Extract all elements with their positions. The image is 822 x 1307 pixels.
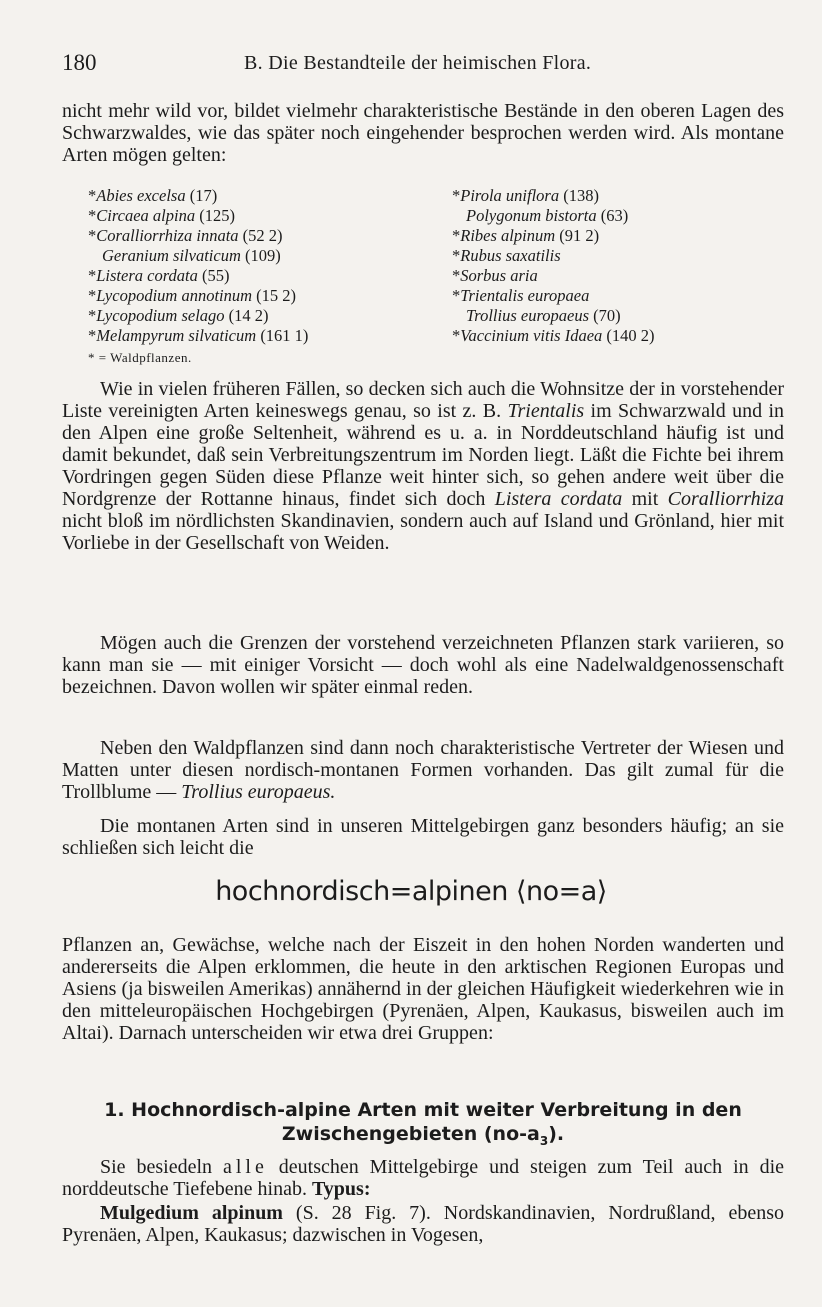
species-name: Geranium silvaticum	[102, 246, 241, 265]
species-name: Rubus saxatilis	[460, 246, 561, 265]
taxon-trollius: Trollius europaeus.	[181, 781, 336, 803]
species-entry	[452, 206, 792, 226]
species-ref: (109)	[244, 246, 281, 265]
species-name: Abies excelsa	[96, 186, 186, 205]
forest-plant-mark: *	[88, 266, 97, 285]
forest-plant-mark: *	[452, 226, 461, 245]
forest-plant-mark: *	[452, 246, 461, 265]
species-ref: (15 2)	[256, 286, 297, 305]
species-name: Trollius europaeus	[466, 306, 590, 325]
species-ref: (63)	[600, 206, 629, 225]
species-name: Melampyrum silvaticum	[96, 326, 257, 345]
species-entry	[452, 306, 792, 326]
species-name: Vaccinium vitis Idaea	[460, 326, 603, 345]
body-paragraph-5: Pflanzen an, Gewächse, welche nach der Eiszeit in den hohen Norden wanderten und andererseits die Alpen erklommen, die heute in den arktischen Regionen Europas und Asiens (ja bisweilen Amerikas) annähernd in der gleichen Häufigkeit wiederkehren wie in den mitteleuropäischen Hochgebirgen (Pyrenäen, Alpen, Kaukasus, bisweilen auch im Altai). Darnach unterscheiden wir etwa drei Gruppen:	[62, 934, 784, 1044]
species-ref: (55)	[201, 266, 230, 285]
body-paragraph-1: Wie in vielen früheren Fällen, so decken sich auch die Wohnsitze der in vorstehender Liste vereinigten Arten keineswegs genau, so ist z. B. Trientalis im Schwarzwald und in den Alpen eine große Seltenheit, während es u. a. in Norddeutschland häufig ist und damit bekundet, daß sein Verbreitungszentrum im Norden liegt. Läßt die Fichte bei ihrem Vordringen gegen Süden diese Pflanze weit hinter sich, so gehen andere weit über die Nordgrenze der Rottanne hinaus, findet sich doch Listera cordata mit Coralliorrhiza nicht bloß im nördlichsten Skandinavien, sondern auch auf Island und Grönland, hier mit Vorliebe in der Gesellschaft von Weiden.	[62, 378, 785, 554]
species-entry	[88, 206, 428, 226]
species-entry	[452, 326, 792, 346]
species-ref: (52 2)	[242, 226, 283, 245]
species-entry	[88, 326, 428, 346]
section-heading: hochnordisch=alpinen ⟨no=a⟩	[215, 876, 607, 907]
forest-plant-mark: *	[452, 186, 461, 205]
forest-plant-mark: *	[88, 226, 97, 245]
forest-plant-mark: *	[452, 266, 461, 285]
forest-plant-mark: *	[452, 326, 461, 345]
species-ref: (161 1)	[260, 326, 309, 345]
forest-plant-mark: *	[88, 306, 97, 325]
species-name: Trientalis europaea	[460, 286, 590, 305]
species-name: Polygonum bistorta	[466, 206, 597, 225]
species-name: Lycopodium selago	[96, 306, 225, 325]
forest-plant-mark: *	[88, 186, 97, 205]
page-number: 180	[62, 50, 97, 75]
species-name: Circaea alpina	[96, 206, 196, 225]
species-ref: (14 2)	[228, 306, 269, 325]
page-header	[62, 50, 782, 80]
group-heading: 1. Hochnordisch-alpine Arten mit weiter Verbreitung in den Zwischengebieten $(no-a_3)$.	[104, 1099, 742, 1148]
legend-note: * = Waldpflanzen.	[88, 350, 192, 365]
forest-plant-mark: *	[452, 286, 461, 305]
running-head: B. Die Bestandteile der heimischen Flora.	[244, 52, 592, 74]
species-entry	[452, 246, 792, 266]
species-ref: (91 2)	[559, 226, 600, 245]
body-paragraph-7: Mulgedium alpinum (S. 28 Fig. 7). Nordskandinavien, Nordrußland, ebenso Pyrenäen, Alpen, Kaukasus; dazwischen in Vogesen,	[62, 1202, 784, 1246]
species-ref: (140 2)	[606, 326, 655, 345]
body-paragraph-3: Neben den Waldpflanzen sind dann noch charakteristische Vertreter der Wiesen und Matten unter diesen nordisch-montanen Formen vorhanden. Das gilt zumal für die Trollblume — Trollius europaeus.	[62, 737, 784, 803]
species-name: Coralliorrhiza innata	[96, 226, 239, 245]
species-entry	[452, 266, 792, 286]
species-ref: (125)	[199, 206, 235, 225]
species-entry	[88, 306, 428, 326]
species-entry	[88, 226, 428, 246]
forest-plant-mark: *	[88, 286, 97, 305]
species-name: Ribes alpinum	[460, 226, 556, 245]
species-entry	[452, 226, 792, 246]
species-entry	[452, 186, 792, 206]
species-entry	[452, 286, 792, 306]
body-paragraph-2: Mögen auch die Grenzen der vorstehend verzeichneten Pflanzen stark variieren, so kann man sie — mit einiger Vorsicht — doch wohl als eine Nadelwaldgenossenschaft bezeichnen. Davon wollen wir später einmal reden.	[62, 632, 784, 698]
species-column-left	[88, 186, 428, 346]
species-ref: (138)	[563, 186, 599, 205]
species-ref: (17)	[189, 186, 218, 205]
species-entry	[88, 186, 428, 206]
species-ref: (70)	[593, 306, 621, 325]
taxon-coralliorrhiza: Coralliorrhiza	[667, 488, 784, 510]
taxon-trientalis: Trientalis	[507, 400, 585, 422]
species-entry	[88, 246, 428, 266]
body-paragraph-6: Sie besiedeln alle deutschen Mittelgebirge und steigen zum Teil auch in die norddeutsche Tiefebene hinab. Typus:	[62, 1156, 784, 1200]
taxon-listera-cordata: Listera cordata	[494, 488, 623, 510]
species-name: Pirola uniflora	[460, 186, 560, 205]
species-name: Lycopodium annotinum	[96, 286, 253, 305]
intro-paragraph: nicht mehr wild vor, bildet vielmehr charakteristische Bestände in den oberen Lagen des Schwarzwaldes, wie das später noch eingehender besprochen werden wird. Als montane Arten mögen gelten:	[62, 100, 784, 166]
species-entry	[88, 266, 428, 286]
species-name: Sorbus aria	[460, 266, 538, 285]
body-paragraph-4: Die montanen Arten sind in unseren Mittelgebirgen ganz besonders häufig; an sie schließen sich leicht die	[62, 815, 784, 859]
species-name: Listera cordata	[96, 266, 198, 285]
taxon-mulgedium: Mulgedium alpinum	[100, 1202, 283, 1224]
species-entry	[88, 286, 428, 306]
forest-plant-mark: *	[88, 206, 97, 225]
forest-plant-mark: *	[88, 326, 97, 345]
typus-label: Typus:	[311, 1178, 371, 1200]
species-column-right	[452, 186, 792, 346]
